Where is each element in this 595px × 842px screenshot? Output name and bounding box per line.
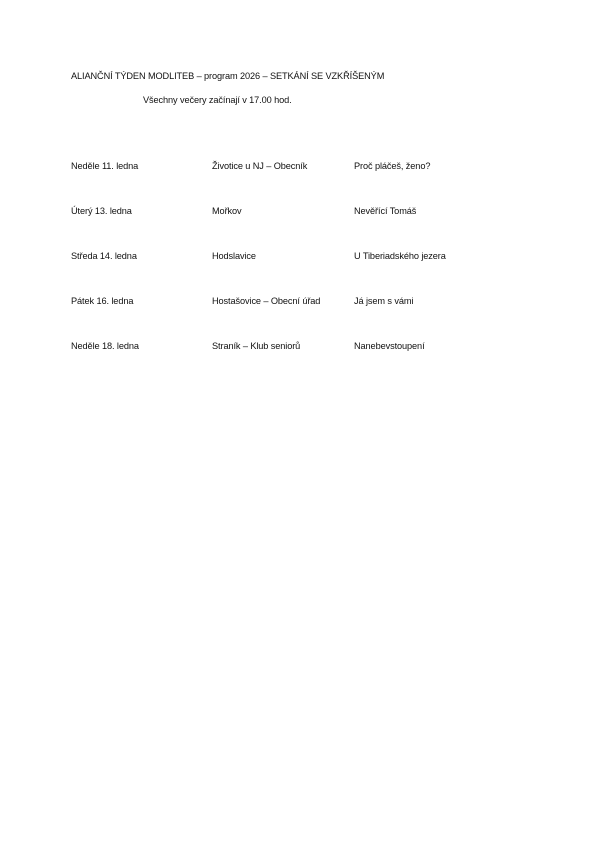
schedule-place: Hodslavice bbox=[212, 251, 256, 261]
schedule-place: Straník – Klub seniorů bbox=[212, 341, 301, 351]
schedule-day: Neděle 18. ledna bbox=[71, 341, 139, 351]
schedule-place: Mořkov bbox=[212, 206, 242, 216]
schedule-theme: Já jsem s vámi bbox=[354, 296, 414, 306]
document-title: ALIANČNÍ TÝDEN MODLITEB – program 2026 – SETKÁNÍ SE VZKŘÍŠENÝM bbox=[71, 71, 385, 81]
schedule-row bbox=[0, 206, 595, 220]
schedule-day: Neděle 11. ledna bbox=[71, 161, 139, 171]
schedule-row bbox=[0, 341, 595, 355]
schedule-row bbox=[0, 251, 595, 265]
schedule-day: Středa 14. ledna bbox=[71, 251, 137, 261]
schedule-day: Pátek 16. ledna bbox=[71, 296, 134, 306]
schedule-row bbox=[0, 161, 595, 175]
schedule-row bbox=[0, 296, 595, 310]
schedule-place: Hostašovice – Obecní úřad bbox=[212, 296, 321, 306]
schedule-theme: U Tiberiadského jezera bbox=[354, 251, 446, 261]
schedule-theme: Proč pláčeš, ženo? bbox=[354, 161, 431, 171]
schedule-theme: Nevěřící Tomáš bbox=[354, 206, 417, 216]
schedule-day: Úterý 13. ledna bbox=[71, 206, 132, 216]
schedule-place: Životice u NJ – Obecník bbox=[212, 161, 308, 171]
schedule-theme: Nanebevstoupení bbox=[354, 341, 425, 351]
document-subtitle: Všechny večery začínají v 17.00 hod. bbox=[143, 95, 292, 105]
